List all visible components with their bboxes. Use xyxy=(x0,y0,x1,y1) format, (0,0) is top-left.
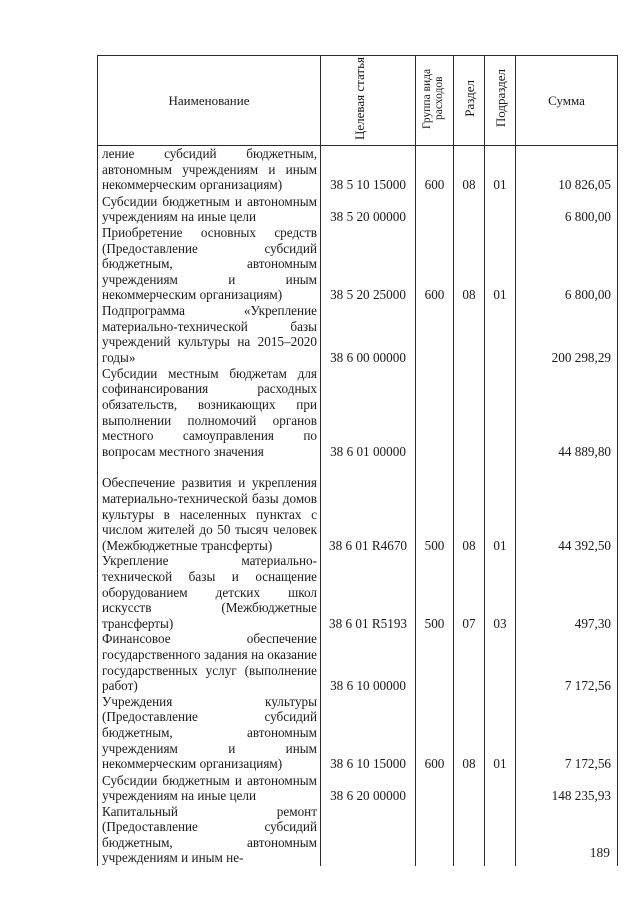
row-subsection xyxy=(485,804,516,866)
row-subsection xyxy=(485,772,516,804)
row-group: 500 xyxy=(416,553,454,631)
row-article: 38 5 20 00000 xyxy=(321,193,416,225)
row-sum: 148 235,93 xyxy=(516,772,618,804)
row-article: 38 6 01 R4670 xyxy=(321,459,416,553)
row-subsection: 01 xyxy=(485,225,516,303)
row-subsection xyxy=(485,193,516,225)
table-row xyxy=(98,225,618,303)
row-article: 38 6 20 00000 xyxy=(321,772,416,804)
row-group: 600 xyxy=(416,225,454,303)
page-number: 189 xyxy=(589,845,610,860)
table-row xyxy=(98,772,618,804)
table-row xyxy=(98,459,618,553)
table-row xyxy=(98,193,618,225)
row-group xyxy=(416,193,454,225)
header-sum: Сумма xyxy=(516,56,618,146)
row-section xyxy=(454,365,485,459)
table-row xyxy=(98,365,618,459)
row-group xyxy=(416,365,454,459)
table-row xyxy=(98,553,618,631)
header-name: Наименование xyxy=(98,56,321,146)
row-group xyxy=(416,804,454,866)
row-name: Финансовое обеспечение государственного задания на оказание государственных услуг (выполнение работ) xyxy=(98,631,321,693)
row-article: 38 5 20 25000 xyxy=(321,225,416,303)
row-sum: 44 392,50 xyxy=(516,459,618,553)
row-group xyxy=(416,631,454,693)
row-name: Учреждения культуры (Предоставление субсидий бюджетным, автономным учреждениям и иным некоммерческим организациям) xyxy=(98,694,321,772)
row-section: 07 xyxy=(454,553,485,631)
row-group xyxy=(416,303,454,365)
row-article: 38 6 01 00000 xyxy=(321,365,416,459)
table-row xyxy=(98,804,618,866)
row-section xyxy=(454,303,485,365)
row-name: Подпрограмма «Укрепление материально-технической базы учреждений культуры на 2015–2020 годы» xyxy=(98,303,321,365)
row-subsection: 01 xyxy=(485,146,516,194)
row-article xyxy=(321,804,416,866)
table-row xyxy=(98,146,618,194)
row-subsection: 01 xyxy=(485,459,516,553)
header-subsection: Подраздел xyxy=(485,56,516,146)
row-group: 500 xyxy=(416,459,454,553)
row-sum: 7 172,56 xyxy=(516,631,618,693)
row-subsection xyxy=(485,631,516,693)
row-name: Капитальный ремонт (Предоставление субсидий бюджетным, автономным учреждениям и иным не- xyxy=(98,804,321,866)
row-sum: 44 889,80 xyxy=(516,365,618,459)
row-article: 38 6 01 R5193 xyxy=(321,553,416,631)
row-name: ление субсидий бюджетным, автономным учреждениям и иным некоммерческим организациям) xyxy=(98,146,321,194)
header-group: Группа вида расходов xyxy=(416,56,454,146)
row-sum: 200 298,29 xyxy=(516,303,618,365)
table-row xyxy=(98,694,618,772)
row-name: Укрепление материально-технической базы и оснащение оборудованием детских школ искусств (Межбюджетные трансферты) xyxy=(98,553,321,631)
row-subsection: 03 xyxy=(485,553,516,631)
row-name: Субсидии бюджетным и автономным учреждениям на иные цели xyxy=(98,772,321,804)
row-section xyxy=(454,631,485,693)
row-article: 38 6 00 00000 xyxy=(321,303,416,365)
row-sum: 7 172,56 xyxy=(516,694,618,772)
row-article: 38 6 10 15000 xyxy=(321,694,416,772)
row-sum: 10 826,05 xyxy=(516,146,618,194)
row-article: 38 5 10 15000 xyxy=(321,146,416,194)
header-section: Раздел xyxy=(454,56,485,146)
table-header-row xyxy=(98,56,618,146)
row-article: 38 6 10 00000 xyxy=(321,631,416,693)
row-subsection: 01 xyxy=(485,694,516,772)
row-group: 600 xyxy=(416,694,454,772)
row-section: 08 xyxy=(454,459,485,553)
row-name: Обеспечение развития и укрепления материально-технической базы домов культуры в населенных пунктах с числом жителей до 50 тысяч человек (Межбюджетные трансферты) xyxy=(98,459,321,553)
budget-table xyxy=(97,55,618,866)
header-article: Целевая статья xyxy=(321,56,416,146)
row-section: 08 xyxy=(454,146,485,194)
row-group: 600 xyxy=(416,146,454,194)
row-sum: 6 800,00 xyxy=(516,225,618,303)
table-row xyxy=(98,303,618,365)
table-row xyxy=(98,631,618,693)
row-group xyxy=(416,772,454,804)
row-section xyxy=(454,804,485,866)
row-section: 08 xyxy=(454,694,485,772)
row-name: Субсидии бюджетным и автономным учреждениям на иные цели xyxy=(98,193,321,225)
row-name: Приобретение основных средств (Предоставление субсидий бюджетным, автономным учреждениям и иным некоммерческим организациям) xyxy=(98,225,321,303)
row-subsection xyxy=(485,365,516,459)
row-sum: 497,30 xyxy=(516,553,618,631)
row-section: 08 xyxy=(454,225,485,303)
row-name: Субсидии местным бюджетам для софинансирования расходных обязательств, возникающих при выполнении полномочий органов местного самоуправления по вопросам местного значения xyxy=(98,365,321,459)
row-sum: 6 800,00 xyxy=(516,193,618,225)
row-subsection xyxy=(485,303,516,365)
row-section xyxy=(454,193,485,225)
budget-table-container xyxy=(97,55,617,866)
row-section xyxy=(454,772,485,804)
